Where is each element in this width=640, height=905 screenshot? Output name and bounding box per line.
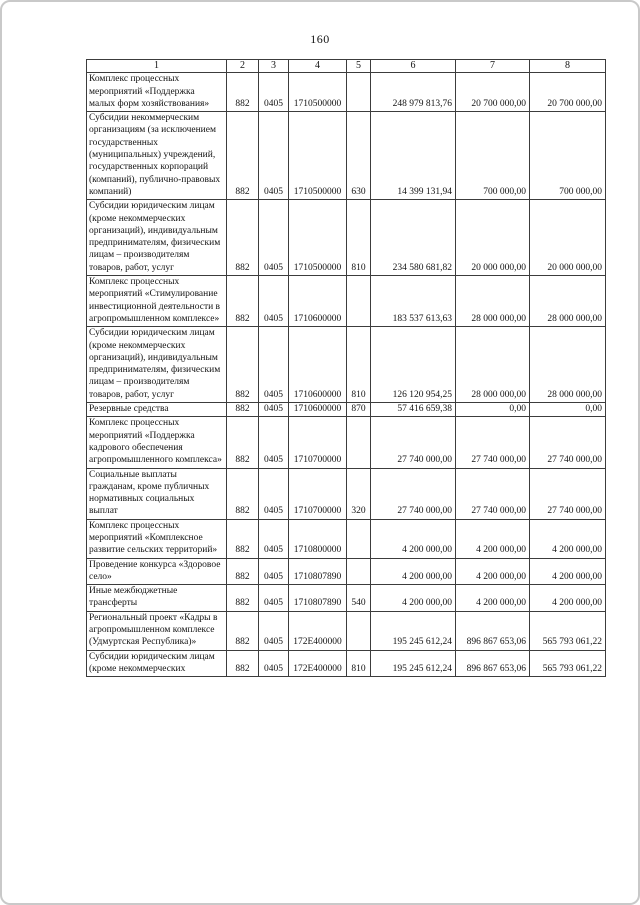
code-expense-type: 630 <box>347 112 371 200</box>
table-row <box>87 417 606 468</box>
code-section: 0405 <box>259 403 289 417</box>
amount-col6: 14 399 131,94 <box>371 112 456 200</box>
code-expense-type: 320 <box>347 468 371 519</box>
table-row <box>87 403 606 417</box>
code-target-article: 1710600000 <box>289 276 347 327</box>
code-grbs: 882 <box>227 650 259 677</box>
amount-col8: 28 000 000,00 <box>530 327 606 403</box>
amount-col7: 27 740 000,00 <box>456 417 530 468</box>
code-grbs: 882 <box>227 585 259 612</box>
amount-col8: 20 000 000,00 <box>530 200 606 276</box>
code-grbs: 882 <box>227 403 259 417</box>
code-section: 0405 <box>259 112 289 200</box>
amount-col6: 183 537 613,63 <box>371 276 456 327</box>
code-expense-type: 870 <box>347 403 371 417</box>
code-section: 0405 <box>259 558 289 585</box>
table-row <box>87 276 606 327</box>
amount-col8: 28 000 000,00 <box>530 276 606 327</box>
code-target-article: 172E400000 <box>289 650 347 677</box>
amount-col7: 896 867 653,06 <box>456 650 530 677</box>
amount-col7: 700 000,00 <box>456 112 530 200</box>
code-expense-type <box>347 417 371 468</box>
table-header-row <box>87 60 606 73</box>
column-header-2: 2 <box>227 60 259 73</box>
amount-col7: 20 000 000,00 <box>456 200 530 276</box>
amount-col6: 126 120 954,25 <box>371 327 456 403</box>
code-grbs: 882 <box>227 112 259 200</box>
amount-col7: 4 200 000,00 <box>456 519 530 558</box>
code-expense-type <box>347 276 371 327</box>
code-target-article: 1710500000 <box>289 73 347 112</box>
code-target-article: 1710600000 <box>289 327 347 403</box>
code-grbs: 882 <box>227 468 259 519</box>
row-title: Субсидии юридическим лицам (кроме некоммерческих организаций), индивидуальным предпринимателям, физическим лицам – производителям товаров, работ, услуг <box>87 200 227 276</box>
amount-col7: 27 740 000,00 <box>456 468 530 519</box>
amount-col7: 4 200 000,00 <box>456 585 530 612</box>
code-expense-type: 810 <box>347 200 371 276</box>
code-target-article: 1710807890 <box>289 558 347 585</box>
table-row <box>87 112 606 200</box>
amount-col8: 20 700 000,00 <box>530 73 606 112</box>
amount-col6: 4 200 000,00 <box>371 519 456 558</box>
amount-col8: 4 200 000,00 <box>530 519 606 558</box>
amount-col8: 27 740 000,00 <box>530 468 606 519</box>
table-row <box>87 468 606 519</box>
code-expense-type: 810 <box>347 327 371 403</box>
code-expense-type <box>347 73 371 112</box>
amount-col7: 896 867 653,06 <box>456 611 530 650</box>
amount-col8: 0,00 <box>530 403 606 417</box>
amount-col7: 28 000 000,00 <box>456 327 530 403</box>
code-target-article: 172E400000 <box>289 611 347 650</box>
code-target-article: 1710700000 <box>289 468 347 519</box>
row-title: Иные межбюджетные трансферты <box>87 585 227 612</box>
amount-col6: 4 200 000,00 <box>371 585 456 612</box>
row-title: Субсидии юридическим лицам (кроме некоммерческих организаций), индивидуальным предпринимателям, физическим лицам – производителям товаров, работ, услуг <box>87 327 227 403</box>
table-row <box>87 585 606 612</box>
row-title: Комплекс процессных мероприятий «Стимулирование инвестиционной деятельности в агропромышленном комплексе» <box>87 276 227 327</box>
table-row <box>87 611 606 650</box>
amount-col6: 234 580 681,82 <box>371 200 456 276</box>
code-section: 0405 <box>259 650 289 677</box>
code-grbs: 882 <box>227 327 259 403</box>
table-row <box>87 327 606 403</box>
code-grbs: 882 <box>227 200 259 276</box>
code-grbs: 882 <box>227 417 259 468</box>
amount-col6: 4 200 000,00 <box>371 558 456 585</box>
code-section: 0405 <box>259 276 289 327</box>
code-section: 0405 <box>259 327 289 403</box>
code-target-article: 1710700000 <box>289 417 347 468</box>
column-header-3: 3 <box>259 60 289 73</box>
amount-col6: 27 740 000,00 <box>371 417 456 468</box>
column-header-7: 7 <box>456 60 530 73</box>
table-body <box>87 73 606 677</box>
row-title: Субсидии некоммерческим организациям (за исключением государственных (муниципальных) учреждений, государственных корпораций (компаний), публично-правовых компаний) <box>87 112 227 200</box>
amount-col8: 565 793 061,22 <box>530 611 606 650</box>
budget-table <box>86 59 606 677</box>
amount-col6: 248 979 813,76 <box>371 73 456 112</box>
column-header-4: 4 <box>289 60 347 73</box>
row-title: Проведение конкурса «Здоровое село» <box>87 558 227 585</box>
amount-col6: 27 740 000,00 <box>371 468 456 519</box>
row-title: Комплекс процессных мероприятий «Комплексное развитие сельских территорий» <box>87 519 227 558</box>
amount-col6: 195 245 612,24 <box>371 650 456 677</box>
row-title: Комплекс процессных мероприятий «Поддержка малых форм хозяйствования» <box>87 73 227 112</box>
row-title: Резервные средства <box>87 403 227 417</box>
code-target-article: 1710807890 <box>289 585 347 612</box>
row-title: Субсидии юридическим лицам (кроме некоммерческих <box>87 650 227 677</box>
code-grbs: 882 <box>227 611 259 650</box>
amount-col6: 195 245 612,24 <box>371 611 456 650</box>
amount-col7: 20 700 000,00 <box>456 73 530 112</box>
row-title: Региональный проект «Кадры в агропромышленном комплексе (Удмуртская Республика)» <box>87 611 227 650</box>
code-target-article: 1710500000 <box>289 112 347 200</box>
code-expense-type: 810 <box>347 650 371 677</box>
code-section: 0405 <box>259 519 289 558</box>
amount-col8: 700 000,00 <box>530 112 606 200</box>
column-header-1: 1 <box>87 60 227 73</box>
code-target-article: 1710500000 <box>289 200 347 276</box>
code-expense-type <box>347 611 371 650</box>
code-section: 0405 <box>259 585 289 612</box>
amount-col8: 4 200 000,00 <box>530 585 606 612</box>
amount-col8: 4 200 000,00 <box>530 558 606 585</box>
amount-col6: 57 416 659,38 <box>371 403 456 417</box>
amount-col8: 27 740 000,00 <box>530 417 606 468</box>
amount-col7: 0,00 <box>456 403 530 417</box>
code-section: 0405 <box>259 468 289 519</box>
code-section: 0405 <box>259 200 289 276</box>
column-header-6: 6 <box>371 60 456 73</box>
table-row <box>87 519 606 558</box>
code-expense-type <box>347 519 371 558</box>
code-expense-type <box>347 558 371 585</box>
page-number: 160 <box>310 32 330 46</box>
table-row <box>87 200 606 276</box>
table-row <box>87 558 606 585</box>
code-target-article: 1710800000 <box>289 519 347 558</box>
column-header-8: 8 <box>530 60 606 73</box>
code-section: 0405 <box>259 611 289 650</box>
code-grbs: 882 <box>227 73 259 112</box>
amount-col7: 4 200 000,00 <box>456 558 530 585</box>
code-grbs: 882 <box>227 276 259 327</box>
code-expense-type: 540 <box>347 585 371 612</box>
code-grbs: 882 <box>227 558 259 585</box>
code-section: 0405 <box>259 417 289 468</box>
table-row <box>87 650 606 677</box>
code-section: 0405 <box>259 73 289 112</box>
code-target-article: 1710600000 <box>289 403 347 417</box>
column-header-5: 5 <box>347 60 371 73</box>
amount-col7: 28 000 000,00 <box>456 276 530 327</box>
row-title: Социальные выплаты гражданам, кроме публичных нормативных социальных выплат <box>87 468 227 519</box>
code-grbs: 882 <box>227 519 259 558</box>
row-title: Комплекс процессных мероприятий «Поддержка кадрового обеспечения агропромышленного комплекса» <box>87 417 227 468</box>
amount-col8: 565 793 061,22 <box>530 650 606 677</box>
table-row <box>87 73 606 112</box>
